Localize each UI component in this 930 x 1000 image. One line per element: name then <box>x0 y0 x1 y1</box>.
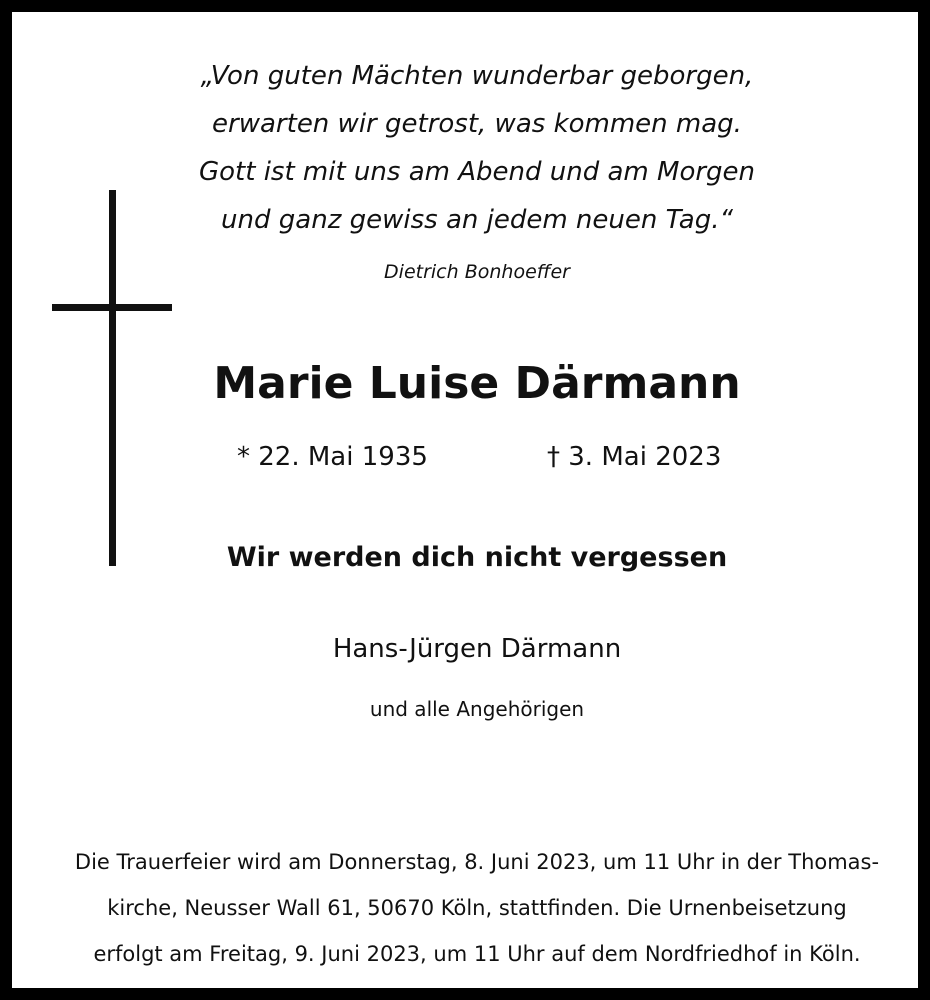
notice-line: kirche, Neusser Wall 61, 50670 Köln, stattfinden. Die Urnenbeisetzung <box>107 896 847 920</box>
cross-vertical-bar <box>109 190 116 566</box>
quote-author: Dietrich Bonhoeffer <box>384 261 570 283</box>
cross-horizontal-bar <box>52 304 172 311</box>
notice-line: Die Trauerfeier wird am Donnerstag, 8. Juni 2023, um 11 Uhr in der Thomas- <box>74 850 880 874</box>
birth-date: * 22. Mai 1935 <box>237 442 428 472</box>
quote-line: und ganz gewiss an jedem neuen Tag.“ <box>221 205 733 235</box>
quote-line: erwarten wir getrost, was kommen mag. <box>212 109 742 139</box>
mourner-name: Hans-Jürgen Därmann <box>332 634 622 664</box>
bible-quote <box>132 52 822 244</box>
mourner-relatives: und alle Angehörigen <box>369 697 585 721</box>
quote-line: „Von guten Mächten wunderbar geborgen, <box>200 61 754 91</box>
notice-line: erfolgt am Freitag, 9. Juni 2023, um 11 Uhr auf dem Nordfriedhof in Köln. <box>93 942 861 966</box>
death-date: † 3. Mai 2023 <box>547 442 722 472</box>
funeral-notice <box>32 839 922 977</box>
motto: Wir werden dich nicht vergessen <box>226 542 728 573</box>
quote-line: Gott ist mit uns am Abend und am Morgen <box>198 157 756 187</box>
deceased-name: Marie Luise Därmann <box>213 358 741 409</box>
